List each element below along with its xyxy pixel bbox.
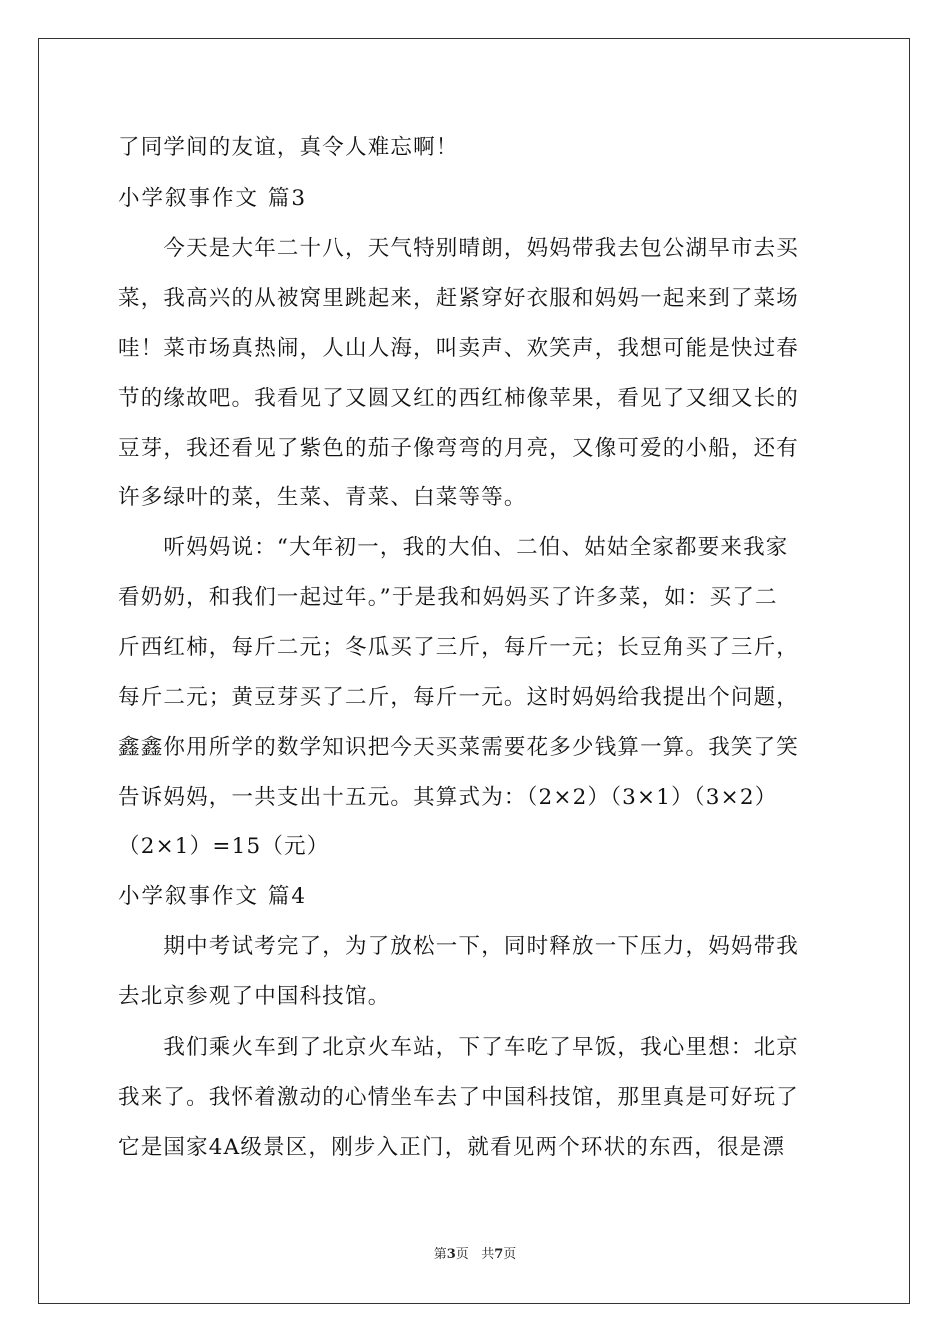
text-line: 今天是大年二十八，天气特别晴朗，妈妈带我去包公湖早市去买 <box>118 236 800 261</box>
text-line: 许多绿叶的菜，生菜、青菜、白菜等等。 <box>118 485 527 510</box>
text-line: 节的缘故吧。我看见了又圆又红的西红柿像苹果，看见了又细又长的 <box>118 386 800 411</box>
total-page-count: 7 <box>494 1247 504 1262</box>
text-line: 鑫鑫你用所学的数学知识把今天买菜需要花多少钱算一算。我笑了笑 <box>118 735 800 760</box>
text-line: 哇！菜市场真热闹，人山人海，叫卖声、欢笑声，我想可能是快过春 <box>118 336 800 361</box>
section-heading: 小学叙事作文 篇3 <box>118 186 308 211</box>
text-line: 斤西红柿，每斤二元；冬瓜买了三斤，每斤一元；长豆角买了三斤， <box>118 635 800 660</box>
text-line: 我来了。我怀着激动的心情坐车去了中国科技馆，那里真是可好玩了 <box>118 1085 800 1110</box>
text-line: 期中考试考完了，为了放松一下，同时释放一下压力，妈妈带我 <box>118 934 800 959</box>
text-line: 豆芽，我还看见了紫色的茄子像弯弯的月亮，又像可爱的小船，还有 <box>118 436 800 461</box>
text-line: 听妈妈说：“大年初一，我的大伯、二伯、姑姑全家都要来我家 <box>118 535 789 560</box>
text-line: 我们乘火车到了北京火车站，下了车吃了早饭，我心里想：北京 <box>118 1035 800 1060</box>
text-line: 看奶奶，和我们一起过年。”于是我和妈妈买了许多菜，如：买了二 <box>118 585 778 610</box>
text-line: 菜，我高兴的从被窝里跳起来，赶紧穿好衣服和妈妈一起来到了菜场 <box>118 286 800 311</box>
text-line: 告诉妈妈，一共支出十五元。其算式为：（2×2）（3×1）（3×2） <box>118 785 778 810</box>
page-footer <box>0 1247 950 1263</box>
current-page-number: 3 <box>446 1247 456 1262</box>
text-line: 了同学间的友谊，真令人难忘啊！ <box>118 135 459 160</box>
text-line: 去北京参观了中国科技馆。 <box>118 984 391 1009</box>
page-suffix: 页 <box>455 1247 469 1262</box>
total-prefix: 共 <box>481 1247 495 1262</box>
text-line: 它是国家4A级景区，刚步入正门，就看见两个环状的东西，很是漂 <box>118 1135 786 1160</box>
section-heading: 小学叙事作文 篇4 <box>118 884 308 909</box>
text-line: 每斤二元；黄豆芽买了二斤，每斤一元。这时妈妈给我提出个问题， <box>118 685 800 710</box>
total-suffix: 页 <box>503 1247 517 1262</box>
text-line: （2×1）=15（元） <box>118 834 330 859</box>
page-border <box>38 38 910 1304</box>
page-prefix: 第 <box>433 1247 447 1262</box>
